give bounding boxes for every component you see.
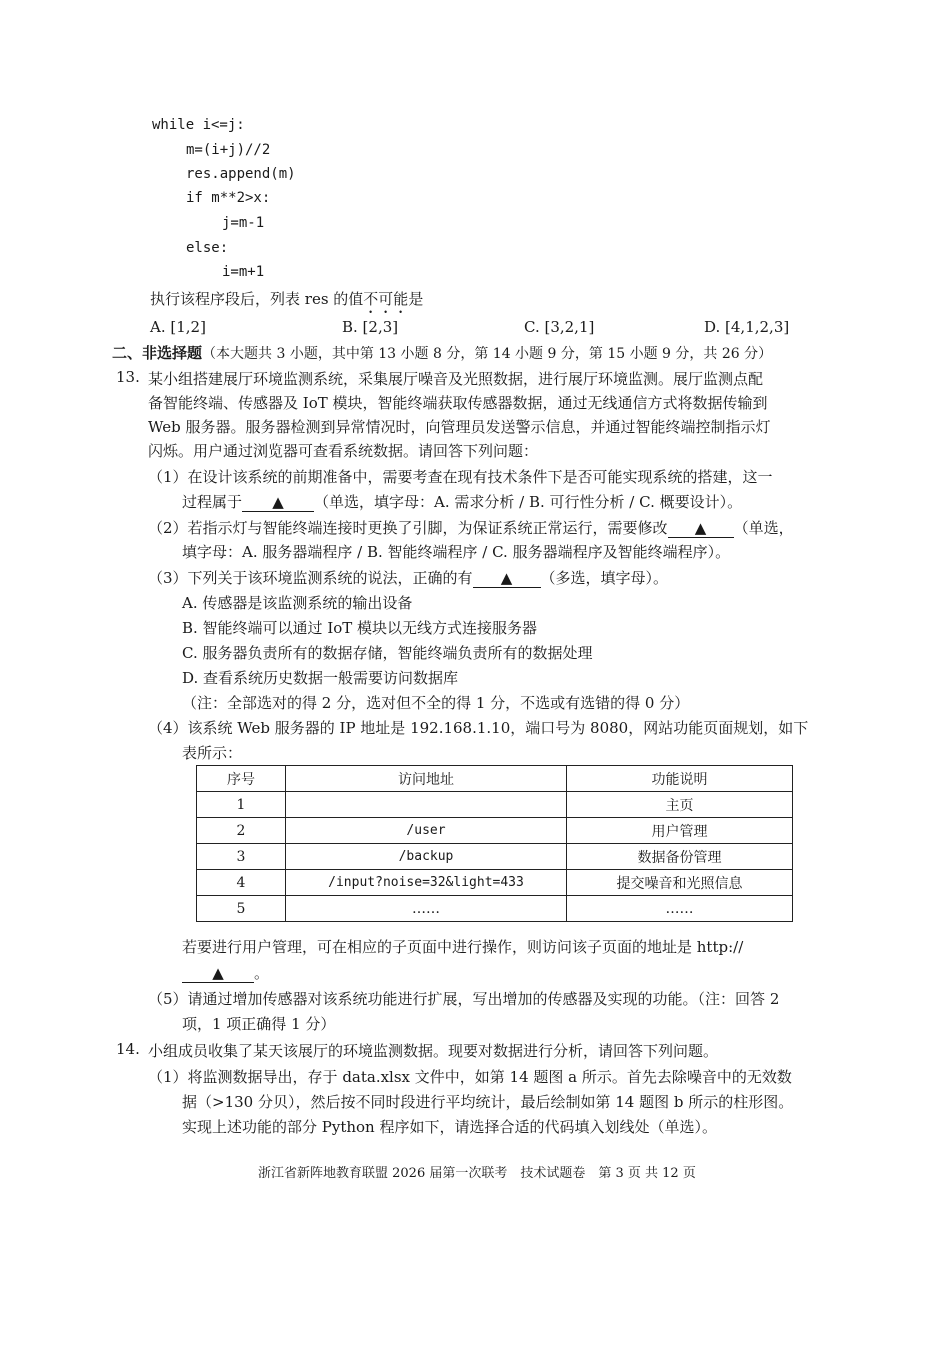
- table-header-cell: 序号: [197, 766, 286, 792]
- table-cell: 主页: [567, 792, 793, 818]
- table-row: [197, 844, 793, 870]
- q13-part1-blank: ▲: [242, 493, 314, 512]
- code-line-2: m=(i+j)//2: [186, 142, 271, 158]
- q13-part2-prefix: （2）若指示灯与智能终端连接时更换了引脚，为保证系统正常运行，需要修改: [148, 519, 668, 537]
- q13-part4-line-2: 表所示：: [182, 744, 243, 762]
- url-table: [196, 765, 793, 922]
- q13-part4-answer-line: [182, 962, 269, 983]
- q13-part3-line: [148, 567, 668, 588]
- q13-intro-line-3: Web 服务器。服务器检测到异常情况时，向管理员发送警示信息，并通过智能终端控制指示灯: [148, 418, 771, 436]
- q12-stem-emphasis: 不可能: [363, 290, 409, 308]
- table-row: [197, 818, 793, 844]
- table-cell: /input?noise=32&light=433: [286, 870, 567, 896]
- page-footer: 浙江省新阵地教育联盟 2026 届第一次联考 技术试题卷 第 3 页 共 12 页: [258, 1166, 696, 1181]
- table-cell: [286, 792, 567, 818]
- code-line-4: if m**2>x:: [186, 190, 271, 206]
- q14-intro: 小组成员收集了某天该展厅的环境监测数据。现要对数据进行分析，请回答下列问题。: [148, 1042, 719, 1060]
- table-row: [197, 896, 793, 922]
- q13-part3-blank: ▲: [473, 569, 541, 588]
- q13-part5-line-2: 项，1 项正确得 1 分）: [182, 1015, 336, 1033]
- section-2-label: 二、非选择题: [112, 344, 203, 362]
- q14-part1-line-3: 实现上述功能的部分 Python 程序如下，请选择合适的代码填入划线处（单选）。: [182, 1118, 717, 1136]
- q13-part3-option-a: A. 传感器是该监测系统的输出设备: [182, 594, 413, 612]
- table-cell: 5: [197, 896, 286, 922]
- code-line-3: res.append(m): [186, 166, 296, 182]
- q12-stem-a: 执行该程序段后，列表 res 的值: [150, 290, 364, 308]
- q13-part1-prefix: 过程属于: [182, 493, 243, 511]
- q13-intro-line-4: 闪烁。用户通过浏览器可查看系统数据。请回答下列问题：: [148, 442, 539, 460]
- q14-part1-line-2: 据（>130 分贝），然后按不同时段进行平均统计，最后绘制如第 14 题图 b 所示的柱形图。: [182, 1093, 794, 1111]
- table-cell: 数据备份管理: [567, 844, 793, 870]
- table-cell: ……: [567, 896, 793, 922]
- q13-intro-line-2: 备智能终端、传感器及 IoT 模块，智能终端获取传感器数据，通过无线通信方式将数据传输到: [148, 394, 768, 412]
- code-line-6: else:: [186, 240, 229, 256]
- table-header-cell: 功能说明: [567, 766, 793, 792]
- q13-part2-line-1: [148, 517, 794, 538]
- code-line-7: i=m+1: [222, 264, 265, 280]
- q12-option-c: C. [3,2,1]: [524, 318, 595, 336]
- q13-part3-prefix: （3）下列关于该环境监测系统的说法，正确的有: [148, 569, 473, 587]
- q13-part3-note: （注：全部选对的得 2 分，选对但不全的得 1 分，不选或有选错的得 0 分）: [182, 694, 690, 712]
- table-header-row: [197, 766, 793, 792]
- section-2-desc: （本大题共 3 小题，其中第 13 小题 8 分，第 14 小题 9 分，第 15 小题 9 分，共 26 分）: [202, 346, 773, 362]
- q12-stem-b: 是: [408, 290, 424, 308]
- q13-part1-line-1: （1）在设计该系统的前期准备中，需要考查在现有技术条件下是否可能实现系统的搭建，这一: [148, 468, 773, 486]
- q12-option-d: D. [4,1,2,3]: [704, 318, 790, 336]
- table-cell: 用户管理: [567, 818, 793, 844]
- table-cell: 3: [197, 844, 286, 870]
- code-line-5: j=m-1: [222, 215, 265, 231]
- table-cell: 2: [197, 818, 286, 844]
- table-cell: 1: [197, 792, 286, 818]
- table-cell: 4: [197, 870, 286, 896]
- section-2-header: [112, 342, 772, 363]
- q13-part3-option-c: C. 服务器负责所有的数据存储，智能终端负责所有的数据处理: [182, 644, 593, 662]
- q12-option-a: A. [1,2]: [150, 318, 206, 336]
- q13-part2-blank: ▲: [668, 519, 734, 538]
- table-row: [197, 792, 793, 818]
- q13-part4-end: 。: [254, 964, 270, 982]
- q12-option-b: B. [2,3]: [342, 318, 399, 336]
- table-row: [197, 870, 793, 896]
- code-line-1: while i<=j:: [152, 117, 245, 133]
- q14-number: 14.: [116, 1040, 140, 1058]
- q13-number: 13.: [116, 368, 140, 386]
- table-cell: /backup: [286, 844, 567, 870]
- q13-part2-line-2: 填字母：A. 服务器端程序 / B. 智能终端程序 / C. 服务器端程序及智能终端程序）。: [182, 543, 731, 561]
- q13-intro-line-1: 某小组搭建展厅环境监测系统，采集展厅噪音及光照数据，进行展厅环境监测。展厅监测点配: [148, 370, 764, 388]
- q13-part3-option-b: B. 智能终端可以通过 IoT 模块以无线方式连接服务器: [182, 619, 538, 637]
- q13-part4-line-1: （4）该系统 Web 服务器的 IP 地址是 192.168.1.10，端口号为 8080，网站功能页面规划，如下: [148, 719, 809, 737]
- q12-stem: [150, 288, 423, 317]
- table-cell: 提交噪音和光照信息: [567, 870, 793, 896]
- q13-part1-line-2: [182, 491, 742, 512]
- q13-part1-suffix: （单选，填字母：A. 需求分析 / B. 可行性分析 / C. 概要设计）。: [314, 493, 743, 511]
- table-cell: ……: [286, 896, 567, 922]
- q13-part2-suffix: （单选，: [733, 519, 794, 537]
- table-cell: /user: [286, 818, 567, 844]
- q13-part4-question: 若要进行用户管理，可在相应的子页面中进行操作，则访问该子页面的地址是 http://: [182, 938, 744, 956]
- q14-part1-line-1: （1）将监测数据导出，存于 data.xlsx 文件中，如第 14 题图 a 所示。首先去除噪音中的无效数: [148, 1068, 792, 1086]
- q13-part3-option-d: D. 查看系统历史数据一般需要访问数据库: [182, 669, 459, 687]
- q13-part3-suffix: （多选，填字母）。: [540, 569, 669, 587]
- q13-part5-line-1: （5）请通过增加传感器对该系统功能进行扩展，写出增加的传感器及实现的功能。（注：回答 2: [148, 990, 780, 1008]
- q13-part4-blank: ▲: [182, 964, 254, 983]
- table-header-cell: 访问地址: [286, 766, 567, 792]
